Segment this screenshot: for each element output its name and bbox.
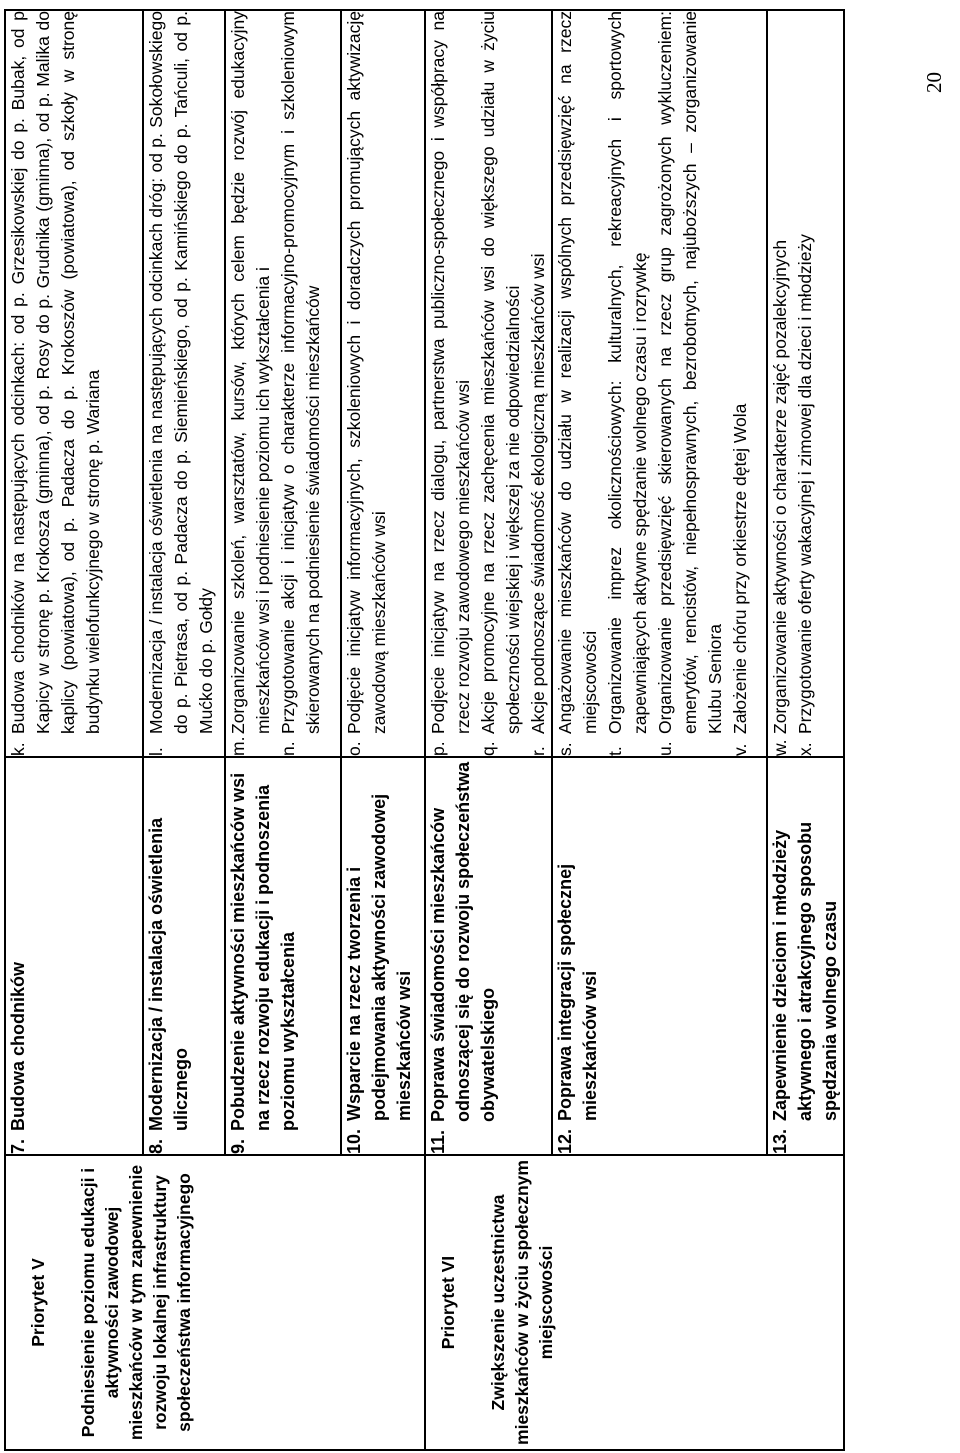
task-text: Przygotowanie oferty wakacyjnej i zimowej dla dzieci i młodzieży	[795, 234, 815, 734]
objective-label: Budowa chodników	[8, 961, 28, 1131]
objective-number: 12.	[555, 1128, 575, 1154]
objective-label: Wsparcie na rzecz tworzenia i podejmowania aktywności zawodowej mieszkańców wsi	[344, 793, 414, 1121]
list-item	[342, 11, 392, 756]
objective-label: Poprawa integracji społecznej mieszkańców wsi	[555, 863, 600, 1121]
tasks-cell	[5, 10, 143, 757]
objective-cell	[767, 757, 844, 1155]
task-text: Budowa chodników na następujących odcinkach: od p. Grzesikowskiej do p. Bubak, od p Kapicy w stronę p. Krokosza (gminna), od p. Rosy do p. Grudnika (gminna), od p. Malika do kaplicy (powiatowa), od p. Padacza do p. Krokoszów (powiatowa), od szkoły w stronę budynku wielofunkcyjnego w stronę p. Wariana	[8, 11, 103, 734]
tasks-cell	[225, 10, 341, 757]
priority-subtitle: Podniesienie poziomu edukacji i aktywności zawodowej mieszkańców w tym zapewnienie rozwoju lokalnej infrastruktury społeczeństwa informacyjnego	[78, 1164, 194, 1441]
task-text: Angażowanie mieszkańców do udziału w realizacji wspólnych przedsięwzięć na rzecz miejscowości	[555, 11, 600, 734]
tasks-cell	[425, 10, 552, 757]
priorities-table	[4, 9, 845, 1451]
list-item	[426, 11, 476, 756]
objective-number: 7.	[8, 1138, 28, 1154]
tasks-cell	[341, 10, 425, 757]
task-letter: n.	[278, 741, 298, 756]
objective-number: 8.	[146, 1138, 166, 1154]
objective-number: 11.	[428, 1129, 448, 1154]
task-text: Zorganizowanie szkoleń, warsztatów, kursów, których celem będzie rozwój edukacyjny mieszkańców wsi i podniesienie poziomu ich wykształcenia i	[228, 11, 273, 734]
task-letter: u.	[655, 741, 675, 756]
objective-label: Pobudzenie aktywności mieszkańców wsi na rzecz rozwoju edukacji i podnoszenia poziomu wykształcenia	[228, 772, 298, 1131]
tasks-cell	[552, 10, 767, 757]
task-letter: x.	[795, 742, 815, 756]
list-item	[276, 11, 326, 756]
priority-cell	[5, 1155, 425, 1450]
list-item	[653, 11, 728, 756]
priority-title: Priorytet VI	[438, 1255, 458, 1350]
task-letter: t.	[605, 746, 625, 756]
list-item	[526, 11, 551, 756]
list-item	[793, 11, 818, 756]
task-text: Podjęcie inicjatyw na rzecz dialogu, partnerstwa publiczno-społecznego i współpracy na rzecz rozwoju zawodowego mieszkańców wsi	[428, 11, 473, 734]
objective-cell	[552, 757, 767, 1155]
table-row	[5, 10, 143, 1450]
task-letter: q.	[478, 741, 498, 756]
list-item	[226, 11, 276, 756]
table-row	[425, 10, 552, 1450]
objective-cell	[225, 757, 341, 1155]
page-number: 20	[922, 72, 946, 93]
objective-cell	[425, 757, 552, 1155]
objective-cell	[341, 757, 425, 1155]
task-letter: o.	[344, 741, 364, 756]
list-item	[6, 11, 106, 756]
task-letter: k.	[8, 742, 28, 756]
task-text: Akcje promocyjne na rzecz zachęcenia mieszkańców wsi do większego udziału w życiu społeczności wiejskiej i większej za nie odpowiedzialności	[478, 11, 523, 734]
objective-label: Zapewnienie dzieciom i młodzieży aktywnego i atrakcyjnego sposobu spędzania wolnego czasu	[770, 821, 840, 1121]
list-item	[553, 11, 603, 756]
task-text: Akcje podnoszące świadomość ekologiczną mieszkańców wsi	[528, 253, 548, 734]
task-text: Organizowanie przedsięwzięć skierowanych na rzecz grup zagrożonych wykluczeniem: emerytów, rencistów, niepełnosprawnych, bezrobotnych, najuboższych – zorganizowanie Klubu Seniora	[655, 11, 725, 734]
objective-label: Poprawa świadomości mieszkańców odnoszącej się do rozwoju społeczeństwa obywatelskiego	[428, 761, 498, 1122]
task-text: Zorganizowanie aktywności o charakterze zajęć pozalekcyjnych	[770, 239, 790, 734]
task-letter: p.	[428, 741, 448, 756]
objective-number: 13.	[770, 1128, 790, 1154]
list-item	[144, 11, 219, 756]
task-text: Założenie chóru przy orkiestrze dętej Wola	[730, 403, 750, 734]
priority-title: Priorytet V	[28, 1258, 48, 1347]
task-letter: r.	[528, 746, 548, 756]
task-text: Modernizacja / instalacja oświetlenia na następujących odcinkach dróg: od p. Sokołowskiego do p. Pietrasa, od p. Padacza do p. Siemieńskiego, od p. Kamińskiego do p. Tańculi, od p. Mućko do p. Gołdy	[146, 11, 216, 734]
task-text: Przygotowanie akcji i inicjatyw o charakterze informacyjno-promocyjnym i szkoleniowym skierowanych na podniesienie świadomości mieszkańców	[278, 11, 323, 734]
tasks-cell	[767, 10, 844, 757]
task-letter: s.	[555, 742, 575, 756]
objective-cell	[143, 757, 225, 1155]
task-letter: m.	[228, 736, 248, 756]
priority-subtitle: Zwiększenie uczestnictwa mieszkańców w życiu społecznym miejscowości	[488, 1160, 556, 1445]
list-item	[603, 11, 653, 756]
list-item	[476, 11, 526, 756]
priority-cell	[425, 1155, 844, 1450]
task-letter: w.	[770, 739, 790, 756]
objective-number: 9.	[228, 1138, 248, 1154]
task-text: Organizowanie imprez okolicznościowych: kulturalnych, rekreacyjnych i sportowych zapewniających aktywne spędzanie wolnego czasu i rozrywkę	[605, 11, 650, 734]
objective-label: Modernizacja / instalacja oświetlenia ulicznego	[146, 817, 191, 1131]
objective-number: 10.	[344, 1128, 364, 1154]
objective-cell	[5, 757, 143, 1155]
tasks-cell	[143, 10, 225, 757]
task-text: Podjęcie inicjatyw informacyjnych, szkoleniowych i doradczych promujących aktywizację zawodową mieszkańców wsi	[344, 11, 389, 734]
list-item	[768, 11, 793, 756]
task-letter: l.	[146, 747, 166, 756]
task-letter: v.	[730, 743, 750, 756]
list-item	[728, 11, 753, 756]
